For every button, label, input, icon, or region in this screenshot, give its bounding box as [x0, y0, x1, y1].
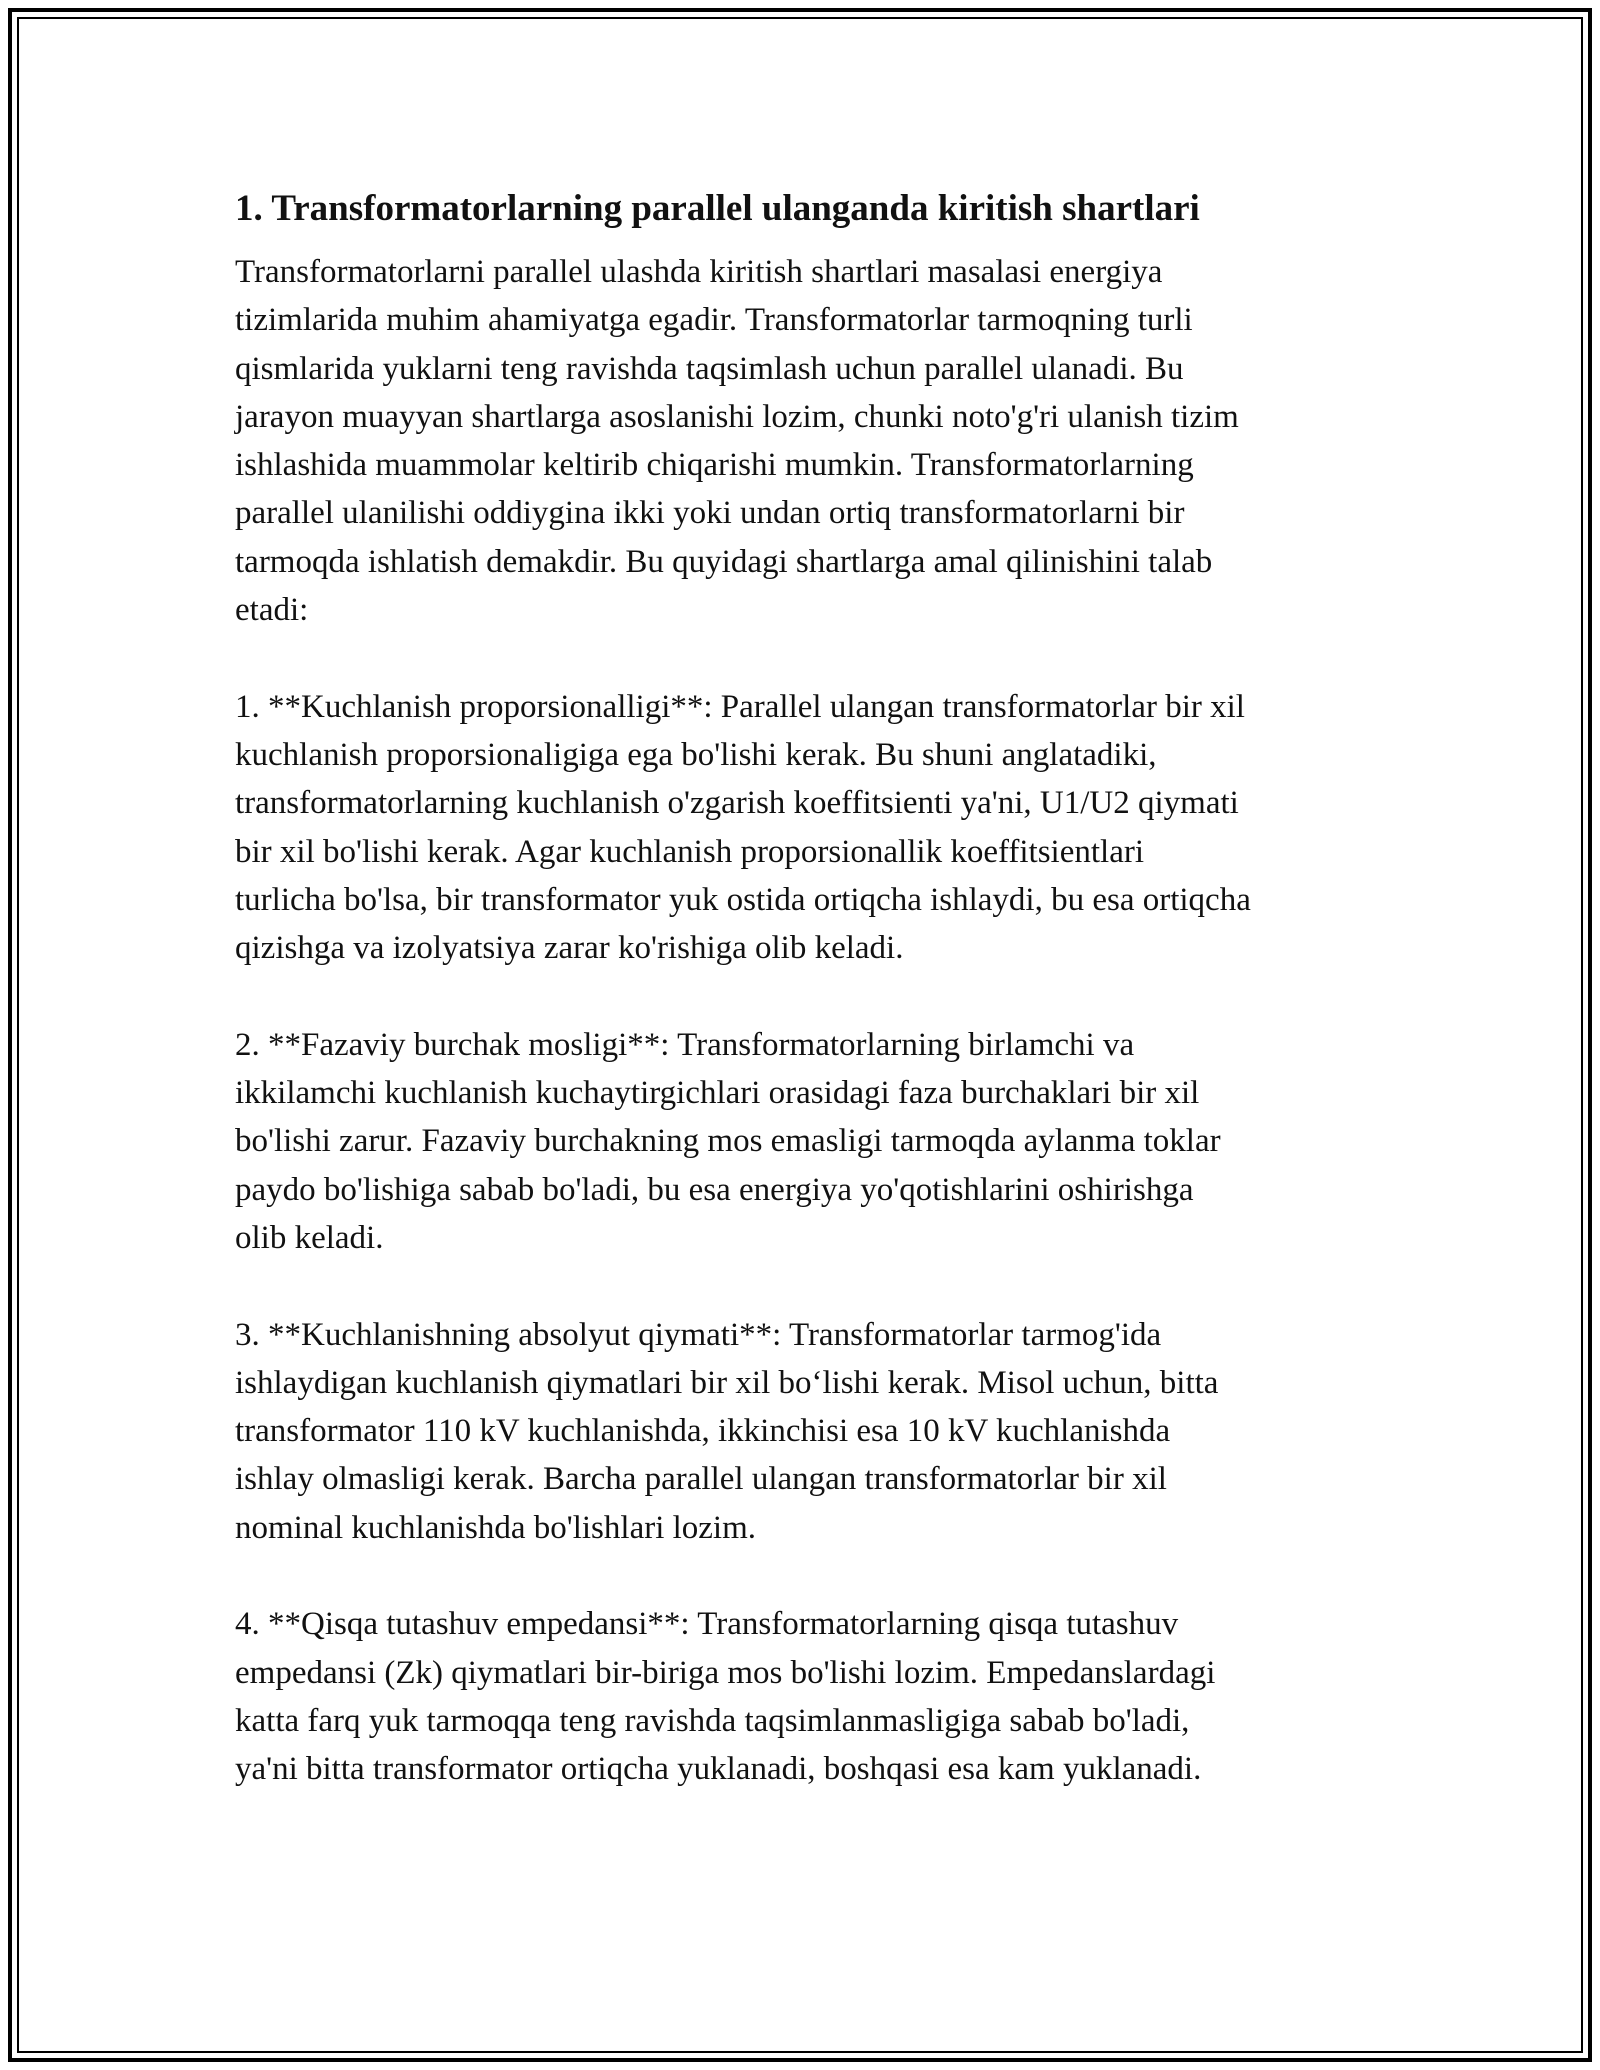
- paragraph-gap: [235, 1262, 1375, 1310]
- page-title: 1. Transformatorlarning parallel ulanganda kiritish shartlari: [235, 188, 1200, 229]
- intro-paragraph: Transformatorlarni parallel ulashda kiritish shartlari masalasi energiya tizimlarida muhim ahamiyatga egadir. Transformatorlar tarmoqning turli qismlarida yuklarni teng ravishda taqsimlash uchun parallel ulanadi. Bu jarayon muayyan shartlarga asoslanishi lozim, chunki noto'g'ri ulanish tizim ishlashida muammolar keltirib chiqarishi mumkin. Transformatorlarning parallel ulanilishi oddiygina ikki yoki undan ortiq transformatorlarni bir tarmoqda ishlatish demakdir. Bu quyidagi shartlarga amal qilinishini talab etadi:: [235, 254, 1239, 629]
- condition-item-4: 4. **Qisqa tutashuv empedansi**: Transformatorlarning qisqa tutashuv empedansi (Zk) qiymatlari bir-biriga mos bo'lishi lozim. Empedanslardagi katta farq yuk tarmoqqa teng ravishda taqsimlanmasligiga sabab bo'ladi, ya'ni bitta transformator ortiqcha yuklanadi, boshqasi esa kam yuklanadi.: [235, 1606, 1216, 1788]
- condition-item-3: 3. **Kuchlanishning absolyut qiymati**: Transformatorlar tarmog'ida ishlaydigan kuchlanish qiymatlari bir xil bo‘lishi kerak. Misol uchun, bitta transformator 110 kV kuchlanishda, ikkinchisi esa 10 kV kuchlanishda ishlay olmasligi kerak. Barcha parallel ulangan transformatorlar bir xil nominal kuchlanishda bo'lishlari lozim.: [235, 1316, 1219, 1546]
- paragraph-gap: [235, 1552, 1375, 1600]
- paragraph-gap: [235, 972, 1375, 1020]
- condition-item-1: 1. **Kuchlanish proporsionalligi**: Parallel ulangan transformatorlar bir xil kuchlanish proporsionaligiga ega bo'lishi kerak. Bu shuni anglatadiki, transformatorlarning kuchlanish o'zgarish koeffitsienti ya'ni, U1/U2 qiymati bir xil bo'lishi kerak. Agar kuchlanish proporsionallik koeffitsientlari turlicha bo'lsa, bir transformator yuk ostida ortiqcha ishlaydi, bu esa ortiqcha qizishga va izolyatsiya zarar ko'rishiga olib keladi.: [235, 688, 1251, 967]
- document-body: [235, 186, 1375, 1794]
- condition-item-2: 2. **Fazaviy burchak mosligi**: Transformatorlarning birlamchi va ikkilamchi kuchlanish kuchaytirgichlari orasidagi faza burchaklari bir xil bo'lishi zarur. Fazaviy burchakning mos emasligi tarmoqda aylanma toklar paydo bo'lishiga sabab bo'ladi, bu esa energiya yo'qotishlarini oshirishga olib keladi.: [235, 1026, 1221, 1256]
- paragraph-gap: [235, 634, 1375, 682]
